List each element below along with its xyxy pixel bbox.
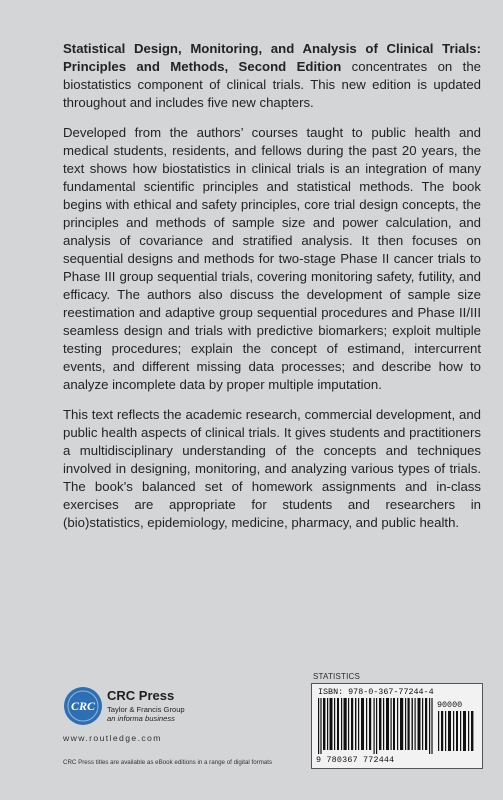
isbn-number: ISBN: 978-0-367-77244-4: [318, 687, 434, 697]
ebook-availability-note: CRC Press titles are available as eBook editions in a range of digital formats: [63, 759, 273, 766]
isbn-barcode: [311, 683, 483, 769]
blurb-paragraph-3: This text reflects the academic research, commercial development, and public health aspects of clinical trials. It gives students and practitioners a multidisciplinary understanding of the concepts and techniques involved in designing, monitoring, and analyzing various types of trials. The book’s balanced set of homework assignments and in-class exercises are appropriate for students and researchers in (bio)statistics, epidemiology, medicine, pharmacy, and public health.: [63, 407, 481, 530]
publisher-group: Taylor & Francis Group: [107, 705, 185, 714]
book-title: Statistical Design, Monitoring, and Analysis of Clinical Trials: Principles and Methods, Second Edition: [63, 41, 481, 74]
subject-category: STATISTICS: [313, 672, 361, 681]
ean-barcode-bars: [316, 698, 434, 754]
publisher-name: CRC Press: [107, 688, 175, 703]
publisher-business: an informa business: [107, 714, 175, 723]
blurb-paragraph-1: [63, 40, 481, 112]
blurb-intro-text: concentrates on the biostatistics component of clinical trials. This new edition is updated throughout and includes five new chapters.: [63, 59, 481, 110]
logo-text: CRC: [70, 699, 96, 713]
price-code: 90000: [437, 700, 463, 710]
back-cover-blurb: [63, 40, 481, 544]
ean-digits: 9 780367 772444: [316, 755, 395, 765]
blurb-paragraph-2: Developed from the authors’ courses taught to public health and medical students, residents, and fellows during the past 20 years, the text shows how biostatistics in clinical trials is an integration of many fundamental scientific principles and statistical methods. The book begins with ethical and safety principles, core trial design concepts, the principles and methods of sample size and power calculation, and analysis of covariance and stratified analysis. It then focuses on sequential designs and methods for two-stage Phase II cancer trials to Phase III group sequential trials, covering monitoring safety, futility, and efficacy. The authors also discuss the development of sample size reestimation and adaptive group sequential procedures and Phase II/III seamless design and trials with predictive biomarkers; exploit multiple testing procedures; explain the concept of estimand, intercurrent events, and different missing data processes; and describe how to analyze incomplete data by proper multiple imputation.: [63, 125, 481, 392]
publisher-block: [107, 688, 185, 723]
publisher-website: www.routledge.com: [63, 733, 162, 743]
price-barcode-bars: [438, 711, 476, 751]
crc-press-logo: [63, 686, 103, 726]
